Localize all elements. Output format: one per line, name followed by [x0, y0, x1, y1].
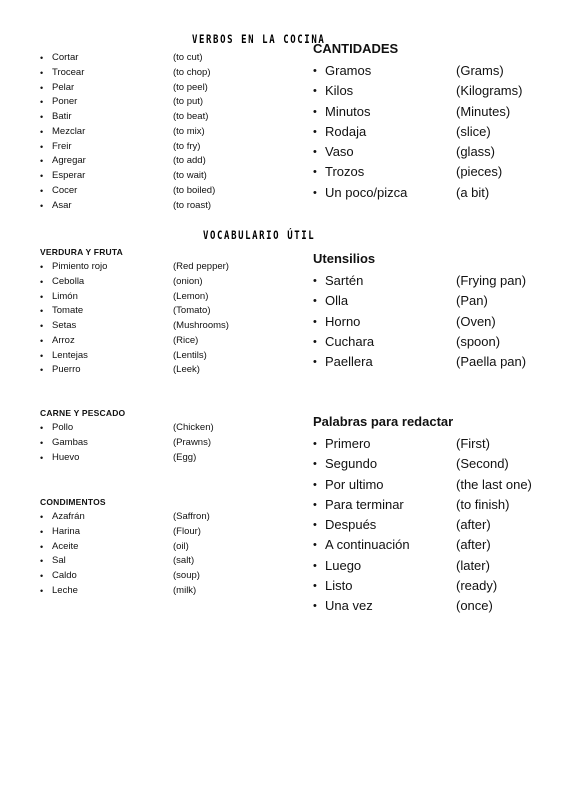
cantidades-heading: CANTIDADES: [313, 41, 399, 56]
spanish-term: Setas: [52, 320, 77, 331]
spanish-term: Pimiento rojo: [52, 261, 108, 272]
english-translation: (to wait): [173, 170, 207, 181]
english-translation: (to cut): [173, 52, 203, 63]
bullet-icon: •: [40, 82, 44, 93]
spanish-term: Azafrán: [52, 511, 85, 522]
english-translation: (soup): [173, 570, 200, 581]
english-translation: (to fry): [173, 140, 201, 152]
spanish-term: Agregar: [52, 155, 86, 167]
bullet-icon: •: [313, 275, 317, 287]
spanish-term: Puerro: [52, 364, 81, 376]
bullet-icon: •: [40, 571, 44, 581]
bullet-icon: •: [313, 600, 317, 613]
english-translation: (slice): [456, 123, 491, 139]
spanish-term: Poner: [52, 96, 78, 108]
english-translation: (Paella pan): [456, 354, 527, 370]
bullet-icon: •: [40, 156, 44, 167]
bullet-icon: •: [40, 97, 44, 108]
spanish-term: Huevo: [52, 451, 80, 463]
english-translation: (to boiled): [173, 184, 216, 196]
bullet-icon: •: [313, 65, 317, 77]
english-translation: (to add): [173, 155, 206, 167]
bullet-icon: •: [40, 262, 44, 272]
english-translation: (a bit): [456, 184, 490, 200]
english-translation: (Frying pan): [456, 273, 527, 288]
english-translation: (to put): [173, 96, 204, 108]
spanish-term: Un poco/pizca: [325, 184, 408, 200]
spanish-term: Harina: [52, 525, 80, 537]
bullet-icon: •: [313, 125, 317, 138]
english-translation: (Kilograms): [456, 83, 523, 99]
bullet-icon: •: [313, 539, 317, 552]
spanish-term: Freir: [52, 140, 72, 152]
english-translation: (Oven): [456, 313, 496, 329]
spanish-term: Asar: [52, 199, 72, 211]
english-translation: (spoon): [456, 333, 501, 349]
english-translation: (First): [456, 436, 490, 451]
bullet-icon: •: [40, 126, 44, 137]
english-translation: (to beat): [173, 111, 209, 122]
bullet-icon: •: [313, 295, 317, 308]
english-translation: (Egg): [173, 451, 197, 463]
bullet-icon: •: [313, 105, 317, 118]
english-translation: (to chop): [173, 66, 211, 78]
spanish-term: Segundo: [325, 456, 378, 472]
spanish-term: Para terminar: [325, 496, 404, 512]
spanish-term: Paellera: [325, 354, 373, 370]
english-translation: (Pan): [456, 293, 488, 309]
bullet-icon: •: [313, 580, 317, 593]
spanish-term: Sal: [52, 555, 66, 567]
english-translation: (to roast): [173, 199, 212, 211]
english-translation: (Saffron): [173, 511, 210, 522]
bullet-icon: •: [313, 315, 317, 328]
bullet-icon: •: [313, 166, 317, 179]
spanish-term: Mezclar: [52, 125, 86, 137]
bullet-icon: •: [40, 556, 44, 567]
spanish-term: Después: [325, 517, 377, 533]
spanish-term: Batir: [52, 111, 72, 122]
english-translation: (Rice): [173, 334, 199, 346]
english-translation: (after): [456, 537, 491, 553]
spanish-term: Luego: [325, 557, 362, 573]
english-translation: (after): [456, 517, 491, 533]
english-translation: (Red pepper): [173, 261, 229, 272]
utensilios-heading: Utensilios: [313, 251, 376, 266]
bullet-icon: •: [40, 200, 44, 211]
vocabulario-title: VOCABULARIO ÚTIL: [203, 230, 316, 243]
spanish-term: Esperar: [52, 170, 86, 181]
spanish-term: Lentejas: [52, 349, 88, 361]
spanish-term: Una vez: [325, 598, 373, 614]
bullet-icon: •: [313, 146, 317, 159]
bullet-icon: •: [40, 423, 44, 433]
spanish-term: Minutos: [325, 103, 371, 119]
english-translation: (salt): [173, 555, 195, 567]
english-translation: (Mushrooms): [173, 320, 229, 331]
spanish-term: Horno: [325, 313, 361, 329]
bullet-icon: •: [40, 526, 44, 537]
bullet-icon: •: [313, 458, 317, 471]
spanish-term: Gambas: [52, 436, 88, 448]
bullet-icon: •: [40, 53, 44, 63]
bullet-icon: •: [40, 185, 44, 196]
english-translation: (oil): [173, 540, 189, 552]
english-translation: (to finish): [456, 496, 510, 512]
spanish-term: Gramos: [325, 63, 372, 78]
bullet-icon: •: [40, 112, 44, 122]
spanish-term: Limón: [52, 290, 78, 302]
bullet-icon: •: [40, 141, 44, 152]
bullet-icon: •: [40, 541, 44, 552]
verdura-heading: VERDURA Y FRUTA: [40, 247, 123, 257]
bullet-icon: •: [40, 452, 44, 463]
bullet-icon: •: [313, 559, 317, 572]
english-translation: (Flour): [173, 525, 201, 537]
bullet-icon: •: [40, 335, 44, 346]
english-translation: (later): [456, 557, 490, 573]
spanish-term: Kilos: [325, 83, 354, 99]
bullet-icon: •: [40, 585, 44, 596]
bullet-icon: •: [40, 67, 44, 78]
english-translation: (glass): [456, 144, 496, 160]
english-translation: (pieces): [456, 164, 503, 180]
english-translation: (Grams): [456, 63, 504, 78]
bullet-icon: •: [313, 438, 317, 450]
bullet-icon: •: [40, 276, 44, 287]
bullet-icon: •: [313, 335, 317, 348]
bullet-icon: •: [313, 519, 317, 532]
spanish-term: Vaso: [325, 144, 354, 160]
spanish-term: Trocear: [52, 66, 85, 78]
spanish-term: Por ultimo: [325, 476, 384, 492]
bullet-icon: •: [313, 186, 317, 199]
spanish-term: Pollo: [52, 422, 74, 433]
english-translation: (Leek): [173, 364, 200, 376]
bullet-icon: •: [40, 306, 44, 317]
spanish-term: Cocer: [52, 184, 78, 196]
spanish-term: Caldo: [52, 570, 77, 581]
bullet-icon: •: [40, 365, 44, 376]
spanish-term: Tomate: [52, 305, 84, 317]
spanish-term: Cortar: [52, 52, 79, 63]
bullet-icon: •: [313, 498, 317, 511]
spanish-term: Trozos: [325, 164, 365, 180]
english-translation: (Second): [456, 456, 509, 472]
spanish-term: Leche: [52, 584, 78, 596]
verbos-title: VERBOS EN LA COCINA: [192, 34, 326, 47]
palabras-heading: Palabras para redactar: [313, 414, 454, 429]
english-translation: (Tomato): [173, 305, 211, 317]
bullet-icon: •: [40, 437, 44, 448]
english-translation: (ready): [456, 578, 498, 594]
spanish-term: Rodaja: [325, 123, 367, 139]
spanish-term: Aceite: [52, 540, 79, 552]
english-translation: (onion): [173, 275, 203, 287]
carne-heading: CARNE Y PESCADO: [40, 408, 126, 418]
spanish-term: Olla: [325, 293, 349, 309]
spanish-term: Sartén: [325, 273, 364, 288]
english-translation: (Lentils): [173, 349, 207, 361]
english-translation: (to mix): [173, 125, 205, 137]
bullet-icon: •: [313, 85, 317, 98]
bullet-icon: •: [40, 350, 44, 361]
spanish-term: Cebolla: [52, 275, 85, 287]
bullet-icon: •: [313, 356, 317, 369]
spanish-term: Pelar: [52, 81, 75, 93]
english-translation: (the last one): [456, 476, 532, 492]
spanish-term: A continuación: [325, 537, 410, 553]
bullet-icon: •: [313, 478, 317, 491]
bullet-icon: •: [40, 291, 44, 302]
spanish-term: Arroz: [52, 334, 75, 346]
english-translation: (Chicken): [173, 422, 214, 433]
spanish-term: Cuchara: [325, 333, 375, 349]
english-translation: (Lemon): [173, 290, 209, 302]
english-translation: (Minutes): [456, 103, 511, 119]
english-translation: (to peel): [173, 81, 208, 93]
condimentos-heading: CONDIMENTOS: [40, 497, 106, 507]
english-translation: (Prawns): [173, 436, 212, 448]
english-translation: (once): [456, 598, 493, 614]
spanish-term: Primero: [325, 436, 371, 451]
spanish-term: Listo: [325, 578, 353, 594]
bullet-icon: •: [40, 512, 44, 522]
bullet-icon: •: [40, 321, 44, 331]
bullet-icon: •: [40, 171, 44, 181]
english-translation: (milk): [173, 584, 197, 596]
